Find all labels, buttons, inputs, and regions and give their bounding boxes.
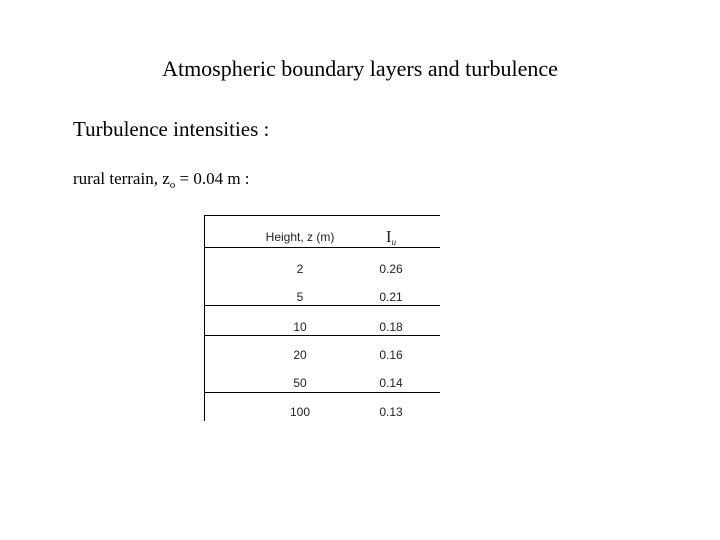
table-rule [204,392,440,393]
table-row [204,283,440,311]
height-cell: 20 [293,348,307,362]
height-cell: 10 [293,320,307,334]
height-cell: 5 [296,290,304,304]
section-heading: Turbulence intensities : [73,117,270,141]
table-row [204,341,440,369]
column-header-height: Height, z (m) [265,230,335,244]
intensity-cell: 0.21 [379,290,403,304]
intensity-cell: 0.16 [379,348,403,362]
table-row [204,255,440,283]
table-rule [204,335,440,336]
height-cell: 100 [289,405,311,419]
turbulence-table [204,215,440,421]
intensity-subscript: u [391,237,397,247]
table-row [204,398,440,426]
table-rule [204,215,440,216]
terrain-prefix: rural terrain, z [73,169,170,188]
intensity-cell: 0.18 [379,320,403,334]
intensity-symbol: I [385,227,392,246]
table-rule [204,305,440,306]
intensity-cell: 0.26 [379,262,403,276]
terrain-suffix: = 0.04 m : [175,169,250,188]
height-cell: 50 [293,376,307,390]
terrain-subscript: o [169,179,176,191]
height-cell: 2 [296,262,304,276]
slide-title: Atmospheric boundary layers and turbulence [162,56,558,81]
intensity-cell: 0.14 [379,376,403,390]
table-row [204,313,440,341]
table-rule [204,247,440,248]
terrain-caption [73,168,250,196]
intensity-cell: 0.13 [379,405,403,419]
